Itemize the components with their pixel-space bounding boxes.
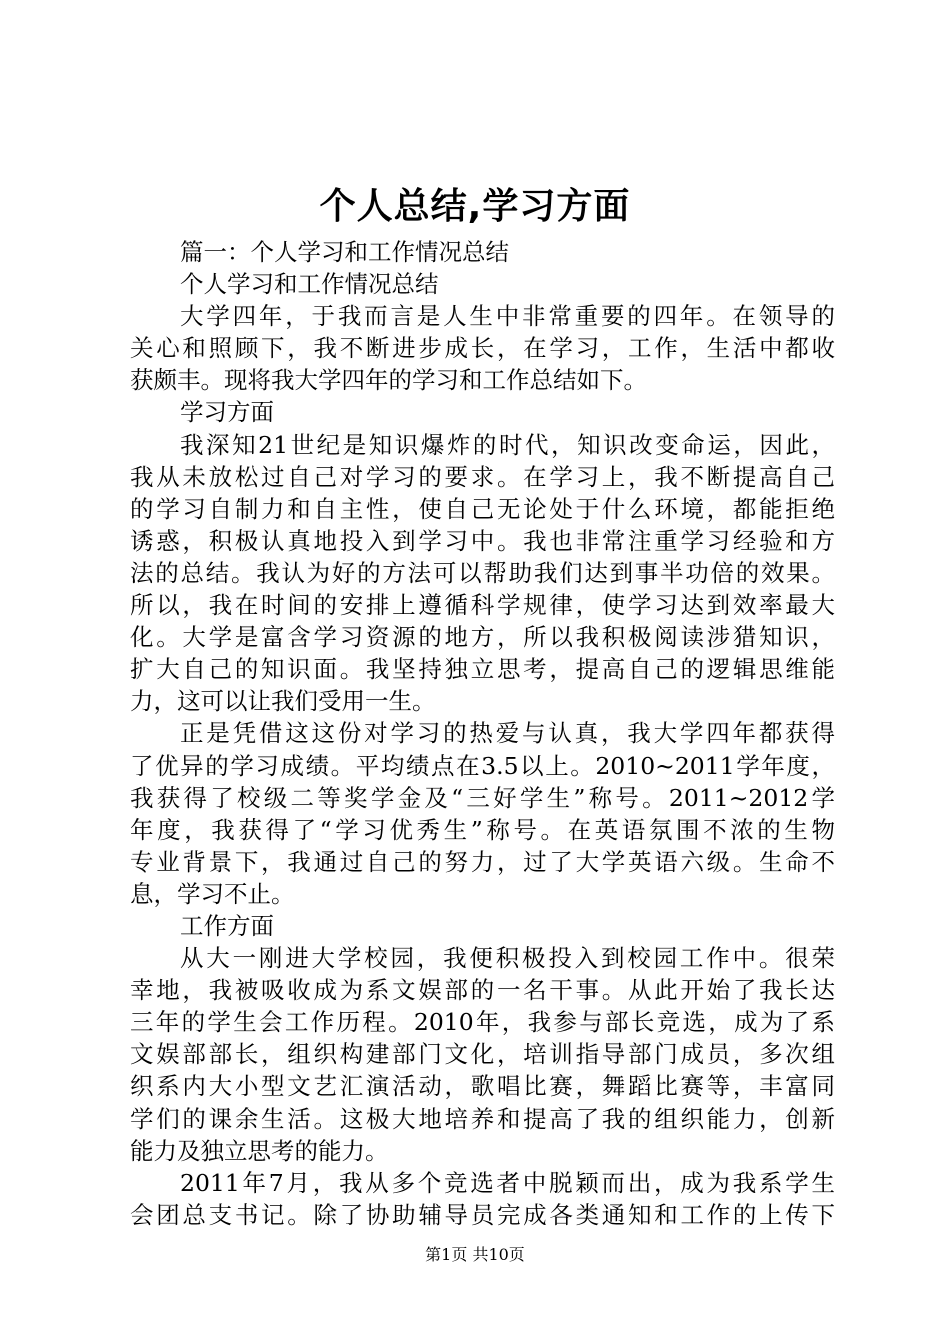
- text-line: 正是凭借这这份对学习的热爱与认真，我大学四年都获得: [180, 719, 835, 748]
- text-line: 文娱部部长，组织构建部门文化，培训指导部门成员，多次组: [130, 1040, 835, 1069]
- text-line: 会团总支书记。除了协助辅导员完成各类通知和工作的上传下: [130, 1200, 835, 1229]
- text-line: 息，学习不止。: [130, 879, 295, 908]
- text-line: 诱惑，积极认真地投入到学习中。我也非常注重学习经验和方: [130, 526, 835, 555]
- text-line: 工作方面: [180, 911, 274, 940]
- text-line: 年度，我获得了“学习优秀生”称号。在英语氛围不浓的生物: [130, 815, 835, 844]
- text-line: 所以，我在时间的安排上遵循科学规律，使学习达到效率最大: [130, 591, 835, 620]
- text-line: 我获得了校级二等奖学金及“三好学生”称号。2011~2012学: [130, 783, 835, 812]
- text-line: 关心和照顾下，我不断进步成长，在学习，工作，生活中都收: [130, 334, 835, 363]
- text-line: 幸地，我被吸收成为系文娱部的一名干事。从此开始了我长达: [130, 976, 835, 1005]
- text-line: 学习方面: [180, 398, 274, 427]
- text-line: 了优异的学习成绩。平均绩点在3.5以上。2010~2011学年度，: [130, 751, 835, 780]
- text-line: 从大一刚进大学校园，我便积极投入到校园工作中。很荣: [180, 944, 835, 973]
- text-line: 我深知21世纪是知识爆炸的时代，知识改变命运，因此，: [180, 430, 835, 459]
- text-line: 我从未放松过自己对学习的要求。在学习上，我不断提高自己: [130, 462, 835, 491]
- text-line: 能力及独立思考的能力。: [130, 1136, 389, 1165]
- text-line: 2011年7月，我从多个竞选者中脱颖而出，成为我系学生: [180, 1168, 835, 1197]
- text-line: 三年的学生会工作历程。2010年，我参与部长竞选，成为了系: [130, 1008, 835, 1037]
- document-title: 个人总结,学习方面: [319, 186, 631, 227]
- text-line: 获颇丰。现将我大学四年的学习和工作总结如下。: [130, 366, 647, 395]
- text-line: 化。大学是富含学习资源的地方，所以我积极阅读涉猎知识，: [130, 623, 835, 652]
- text-line: 织系内大小型文艺汇演活动，歌唱比赛，舞蹈比赛等，丰富同: [130, 1072, 835, 1101]
- text-line: 的学习自制力和自主性，使自己无论处于什么环境，都能拒绝: [130, 494, 835, 523]
- text-line: 个人学习和工作情况总结: [180, 270, 439, 299]
- page-footer: 第1页 共10页: [425, 1245, 525, 1264]
- text-line: 专业背景下，我通过自己的努力，过了大学英语六级。生命不: [130, 847, 835, 876]
- text-line: 大学四年，于我而言是人生中非常重要的四年。在领导的: [180, 302, 835, 331]
- text-line: 法的总结。我认为好的方法可以帮助我们达到事半功倍的效果。: [130, 558, 835, 587]
- document-body: [130, 236, 835, 1231]
- text-line: 力，这可以让我们受用一生。: [130, 687, 436, 716]
- text-line: 篇一：个人学习和工作情况总结: [180, 238, 509, 266]
- text-line: 扩大自己的知识面。我坚持独立思考，提高自己的逻辑思维能: [130, 655, 835, 684]
- text-line: 学们的课余生活。这极大地培养和提高了我的组织能力，创新: [130, 1104, 835, 1133]
